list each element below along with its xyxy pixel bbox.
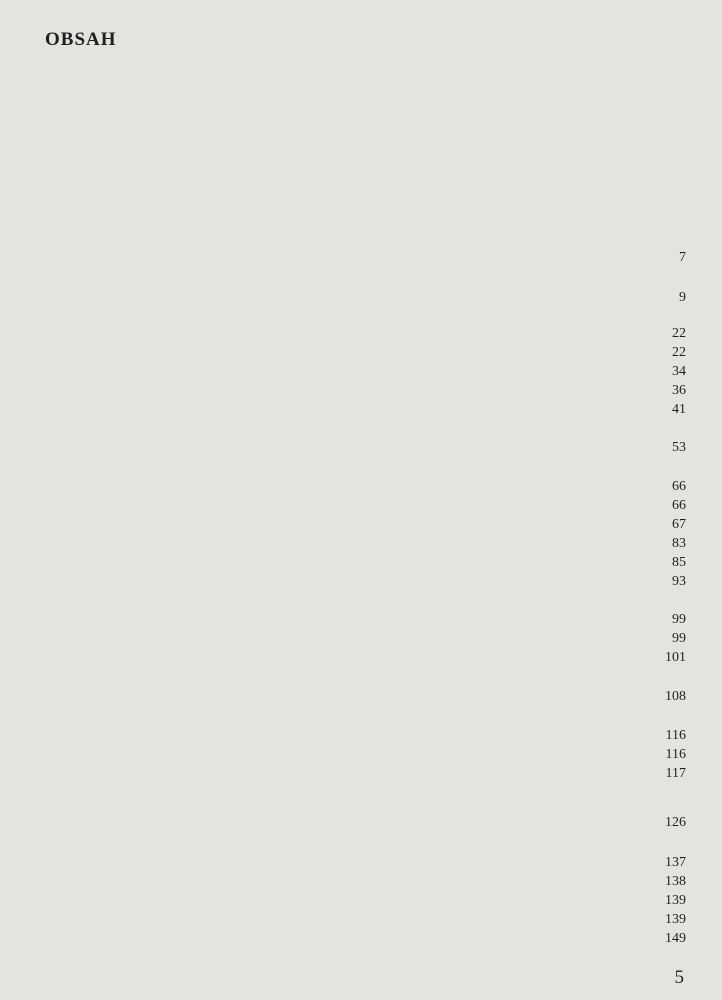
toc-entry: [0, 381, 722, 401]
toc-entry: [0, 891, 722, 911]
toc-entry: [0, 726, 722, 746]
footer-page-number: 5: [674, 967, 684, 988]
toc-entry: [0, 610, 722, 630]
toc-entry: [0, 910, 722, 930]
toc-entry: [0, 288, 722, 308]
toc-entry-page: 7: [0, 248, 686, 268]
toc-entry: [0, 496, 722, 516]
toc-entry: [0, 929, 722, 949]
toc-entry-page: 137: [0, 853, 686, 873]
toc-entry: [0, 248, 722, 268]
toc-entry-page: 99: [0, 629, 686, 649]
toc-entry: [0, 629, 722, 649]
toc-entry-page: 36: [0, 381, 686, 401]
toc-entry: [0, 400, 722, 420]
toc-entry-page: 139: [0, 910, 686, 930]
toc-entry-page: 117: [0, 764, 686, 784]
toc-entry-page: 139: [0, 891, 686, 911]
toc-entry-page: 9: [0, 288, 686, 308]
toc-entry-page: 41: [0, 400, 686, 420]
toc-entry-page: 101: [0, 648, 686, 668]
toc-entry-page: 66: [0, 496, 686, 516]
toc-entry: [0, 534, 722, 554]
toc-entry-page: 93: [0, 572, 686, 592]
toc-entry-page: 99: [0, 610, 686, 630]
toc-entry: [0, 572, 722, 592]
toc-entry-page: 85: [0, 553, 686, 573]
toc-entry: [0, 687, 722, 707]
toc-entry: [0, 813, 722, 833]
toc-entry-page: 126: [0, 813, 686, 833]
toc-entry-page: 22: [0, 324, 686, 344]
toc-entry: [0, 324, 722, 344]
toc-entry: [0, 362, 722, 382]
toc-entry: [0, 477, 722, 497]
toc-entry-page: 138: [0, 872, 686, 892]
toc-entry-page: 22: [0, 343, 686, 363]
toc-entry: [0, 343, 722, 363]
toc-entry-page: 116: [0, 726, 686, 746]
toc-entry-page: 116: [0, 745, 686, 765]
toc-entry-page: 83: [0, 534, 686, 554]
toc-entry-page: 66: [0, 477, 686, 497]
toc-entry: [0, 764, 722, 784]
toc-entry: [0, 853, 722, 873]
toc-entry: [0, 438, 722, 458]
toc-entry: [0, 553, 722, 573]
toc-entry-page: 108: [0, 687, 686, 707]
toc-entry: [0, 872, 722, 892]
toc-entry-page: 53: [0, 438, 686, 458]
toc-entry-page: 67: [0, 515, 686, 535]
toc-entry-page: 149: [0, 929, 686, 949]
toc-entry: [0, 648, 722, 668]
toc-entry: [0, 745, 722, 765]
toc-entry: [0, 515, 722, 535]
toc-entry-page: 34: [0, 362, 686, 382]
page-title: OBSAH: [45, 29, 117, 50]
